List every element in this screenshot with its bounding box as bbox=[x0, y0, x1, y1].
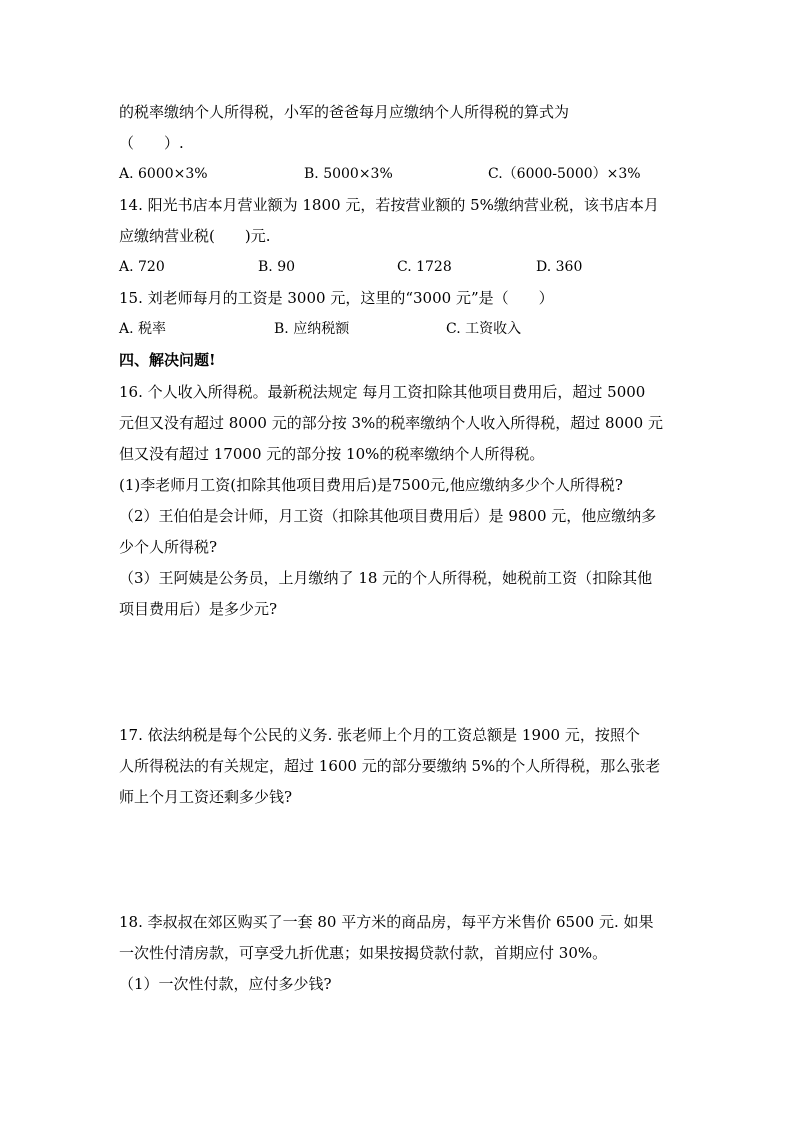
q16-sub1: (1)李老师月工资(扣除其他项目费用后)是7500元,他应缴纳多少个人所得税? bbox=[119, 476, 623, 494]
q17-stem-line3: 师上个月工资还剩多少钱? bbox=[119, 788, 293, 806]
q16-stem-line3: 但又没有超过 17000 元的部分按 10%的税率缴纳个人所得税。 bbox=[119, 445, 545, 463]
q14-stem-line1: 14. 阳光书店本月营业额为 1800 元，若按营业额的 5%缴纳营业税，该书店本月 bbox=[119, 196, 659, 214]
q18-stem-line1: 18. 李叔叔在郊区购买了一套 80 平方米的商品房，每平方米售价 6500 元. 如果 bbox=[119, 913, 654, 931]
q13-answer-blank: （ ）. bbox=[119, 134, 184, 152]
q17-stem-line1: 17. 依法纳税是每个公民的义务. 张老师上个月的工资总额是 1900 元，按照个 bbox=[119, 726, 640, 744]
q13-option-c: C.（6000-5000）×3% bbox=[488, 166, 641, 182]
q13-option-a: A. 6000×3% bbox=[119, 166, 208, 182]
section-heading: 四、解决问题! bbox=[119, 351, 216, 369]
q16-sub2-line1: （2）王伯伯是会计师，月工资（扣除其他项目费用后）是 9800 元，他应缴纳多 bbox=[119, 507, 657, 525]
q18-stem-line2: 一次性付清房款，可享受九折优惠；如果按揭贷款付款，首期应付 30%。 bbox=[119, 944, 608, 962]
q15-option-c: C. 工资收入 bbox=[446, 321, 522, 337]
q13-stem: 的税率缴纳个人所得税，小军的爸爸每月应缴纳个人所得税的算式为 bbox=[119, 103, 570, 121]
q15-option-a: A. 税率 bbox=[119, 321, 167, 337]
q14-option-c: C. 1728 bbox=[397, 259, 452, 275]
q14-stem-line2: 应缴纳营业税( )元. bbox=[119, 227, 271, 245]
q13-option-b: B. 5000×3% bbox=[304, 166, 393, 182]
q16-sub3-line1: （3）王阿姨是公务员，上月缴纳了 18 元的个人所得税，她税前工资（扣除其他 bbox=[119, 569, 653, 587]
q16-stem-line1: 16. 个人收入所得税。最新税法规定 每月工资扣除其他项目费用后，超过 5000 bbox=[119, 383, 646, 401]
q18-sub1: （1）一次性付款，应付多少钱? bbox=[119, 975, 332, 993]
q17-stem-line2: 人所得税法的有关规定，超过 1600 元的部分要缴纳 5%的个人所得税，那么张老 bbox=[119, 757, 661, 775]
q15-stem: 15. 刘老师每月的工资是 3000 元，这里的“3000 元”是（ ） bbox=[119, 289, 554, 307]
q16-sub3-line2: 项目费用后）是多少元? bbox=[119, 600, 278, 618]
q15-option-b: B. 应纳税额 bbox=[274, 321, 350, 337]
q16-sub2-line2: 少个人所得税? bbox=[119, 538, 218, 556]
q14-option-d: D. 360 bbox=[536, 259, 583, 275]
q14-option-b: B. 90 bbox=[258, 259, 296, 275]
q14-option-a: A. 720 bbox=[119, 259, 165, 275]
q16-stem-line2: 元但又没有超过 8000 元的部分按 3%的税率缴纳个人收入所得税，超过 8000 元 bbox=[119, 414, 663, 432]
